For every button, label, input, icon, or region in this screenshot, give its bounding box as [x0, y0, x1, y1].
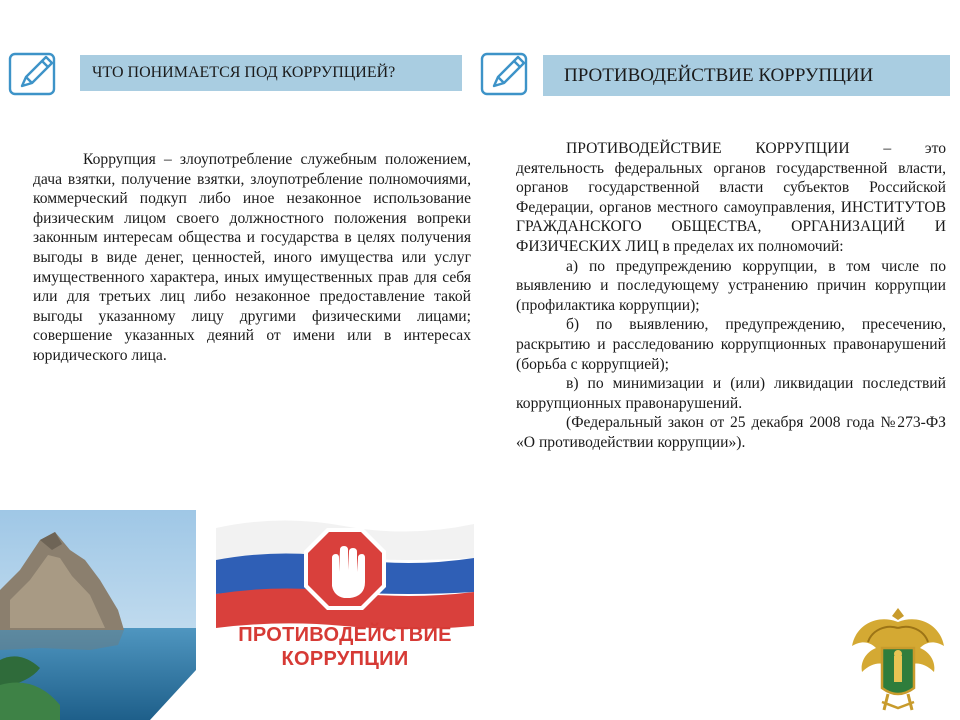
stop-hand-icon — [302, 526, 388, 612]
counteraction-intro: ПРОТИВОДЕЙСТВИЕ КОРРУПЦИИ – это деятельность федеральных органов государственной власти, органов государственной власти субъектов Российской Федерации, органов местного самоуправления, ИНСТИТУТОВ ГРАЖДАНСКОГО ОБЩЕСТВА, ОРГАНИЗАЦИЙ И ФИЗИЧЕСКИХ ЛИЦ в пределах их полномочий: — [516, 140, 946, 255]
edit-icon — [480, 50, 532, 96]
lake-landscape-image — [0, 510, 196, 720]
edit-icon — [8, 50, 60, 96]
definition-text: Коррупция – злоупотребление служебным положением, дача взятки, получение взятки, злоупотребление полномочиями, коммерческий подкуп либо иное незаконное использование физическим лицом своего должностного положения вопреки законным интересам общества и государства в целях получения выгоды в виде денег, ценностей, иного имущества или услуг имущественного характера, иных имущественных прав для себя или для третьих лиц либо незаконное предоставление такой выгоды указанному лицу другими физическими лицами; совершение указанных деяний от имени или в интересах юридического лица. — [33, 151, 471, 364]
corruption-definition — [33, 150, 471, 366]
prosecutor-emblem — [848, 604, 948, 714]
law-reference: (Федеральный закон от 25 декабря 2008 года №273-ФЗ «О противодействии коррупции»). — [516, 414, 946, 451]
banner-line-1: ПРОТИВОДЕЙСТВИЕ — [238, 624, 452, 646]
left-header — [80, 55, 462, 91]
counteraction-definition — [516, 139, 946, 453]
counteraction-item-a: а) по предупреждению коррупции, в том числе по выявлению и последующему устранению причин коррупции (профилактика коррупции); — [516, 257, 946, 314]
right-header-title: ПРОТИВОДЕЙСТВИЕ КОРРУПЦИИ — [564, 64, 874, 86]
counteraction-item-c: в) по минимизации и (или) ликвидации последствий коррупционных правонарушений. — [516, 375, 946, 412]
anti-corruption-banner — [216, 514, 474, 684]
right-header — [543, 55, 950, 96]
lake-photo — [0, 510, 196, 720]
counteraction-item-b: б) по выявлению, предупреждению, пресечению, раскрытию и расследованию коррупционных правонарушений (борьба с коррупцией); — [516, 316, 946, 373]
left-header-title: ЧТО ПОНИМАЕТСЯ ПОД КОРРУПЦИЕЙ? — [92, 64, 396, 81]
banner-line-2: КОРРУПЦИИ — [281, 648, 409, 670]
